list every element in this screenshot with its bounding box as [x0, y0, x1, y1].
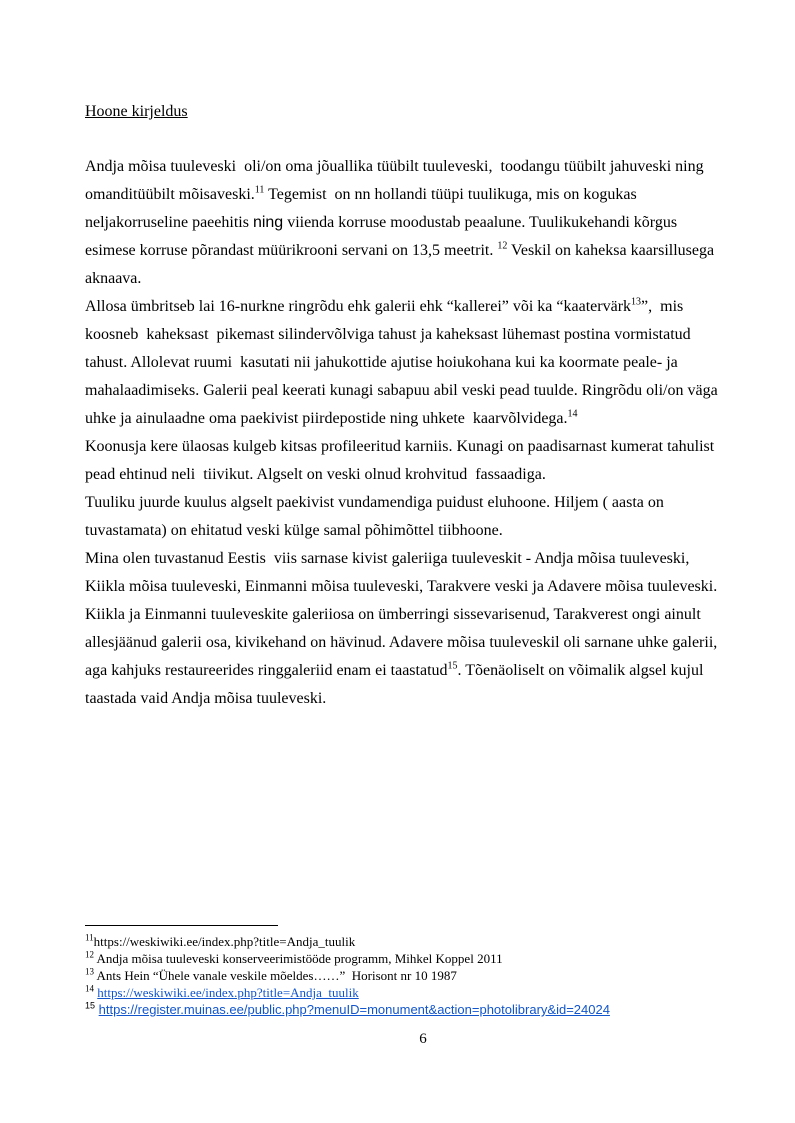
text-segment: neljakorruseline paeehitis [85, 214, 253, 231]
text-segment: Veskil on kaheksa kaarsillusega [507, 242, 715, 259]
text-segment: Mina olen tuvastanud Eestis viis sarnase kivist galeriiga tuuleveskit - Andja mõisa tuuleveski, [85, 550, 690, 567]
text-segment: tuvastamata) on ehitatud veski külge samal põhimõttel tiibhoone. [85, 522, 503, 539]
body-line [85, 377, 775, 405]
text-segment: ”, mis [641, 298, 684, 315]
text-segment: aknaava. [85, 270, 142, 287]
body-line [85, 209, 775, 237]
footnote-link[interactable]: https://register.muinas.ee/public.php?menuID=monument&action=photolibrary&id=24024 [98, 1002, 610, 1017]
footnote-ref: 15 [447, 660, 458, 672]
page-footer [85, 1031, 761, 1048]
text-segment: Ants Hein “Ühele vanale veskile mõeldes……” Horisont nr 10 1987 [94, 968, 457, 983]
footnote-ref: 13 [631, 296, 642, 308]
footnote-line [85, 1001, 775, 1018]
footnote-separator [85, 925, 278, 926]
footnote-line [85, 950, 775, 967]
page-number: 6 [419, 1031, 427, 1047]
text-segment: https://weskiwiki.ee/index.php?title=Andja_tuulik [93, 934, 356, 949]
footnote-link[interactable]: https://weskiwiki.ee/index.php?title=Andja_tuulik [97, 985, 359, 1000]
body-line [85, 181, 775, 209]
body-line [85, 629, 775, 657]
footnote-ref: 12 [497, 240, 508, 252]
text-segment: mahalaadimiseks. Galerii peal keerati kunagi sabapuu abil veski pead tuulde. Ringrõdu oli/on väga [85, 382, 718, 399]
body-line [85, 321, 775, 349]
body-line [85, 545, 775, 573]
body-line [85, 573, 775, 601]
footnote-ref: 14 [85, 983, 94, 994]
text-segment: Kiikla mõisa tuuleveski, Einmanni mõisa tuuleveski, Tarakvere veski ja Adavere mõisa tuuleveski. [85, 578, 718, 595]
footnotes [85, 933, 775, 1018]
body-line [85, 433, 775, 461]
text-segment: Tuuliku juurde kuulus algselt paekivist vundamendiga puidust eluhoone. Hiljem ( aasta on [85, 494, 664, 511]
text-segment: Allosa ümbritseb lai 16-nurkne ringrõdu ehk galerii ehk “kallerei” või ka “kaatervärk [85, 298, 632, 315]
text-segment: pead ehtinud neli tiivikut. Algselt on veski olnud krohvitud fassaadiga. [85, 466, 546, 483]
text-segment: Andja mõisa tuuleveski konserveerimistööde programm, Mihkel Koppel 2011 [94, 951, 503, 966]
body-line [85, 657, 775, 685]
body-line [85, 265, 775, 293]
text-segment: taastada vaid Andja mõisa tuuleveski. [85, 690, 327, 707]
body-line [85, 601, 775, 629]
text-segment: tahust. Allolevat ruumi kasutati nii jahukottide ajutise hoiukohana kui ka koormate peale- ja [85, 354, 678, 371]
text-segment: esimese korruse põrandast müürikrooni servani on 13,5 meetrit. [85, 242, 498, 259]
body-line [85, 293, 775, 321]
body-line [85, 461, 775, 489]
body-text [85, 153, 775, 713]
footnote-ref: 12 [85, 949, 94, 960]
text-segment: Kiikla ja Einmanni tuuleveskite galeriiosa on ümberringi sissevarisenud, Tarakverest ongi ainult [85, 606, 701, 623]
footnote-ref: 15 [85, 1000, 96, 1011]
text-segment: viienda korruse moodustab peaalune. Tuulikukehandi kõrgus [283, 214, 678, 231]
text-segment: Andja mõisa tuuleveski oli/on oma jõuallika tüübilt tuuleveski, toodangu tüübilt jahuveski ning [85, 158, 704, 175]
body-line [85, 153, 775, 181]
footnote-line [85, 984, 775, 1001]
section-heading: Hoone kirjeldus [85, 103, 188, 120]
body-line [85, 685, 775, 713]
body-line [85, 405, 775, 433]
text-segment: omanditüübilt mõisaveski. [85, 186, 255, 203]
footnote-line [85, 967, 775, 984]
text-segment: Tegemist on nn hollandi tüüpi tuulikuga, mis on kogukas [264, 186, 637, 203]
footnote-ref: 11 [85, 932, 94, 943]
text-segment: koosneb kaheksast pikemast silindervõlviga tahust ja kaheksast lühemast postina vormistatud [85, 326, 691, 343]
footnote-ref: 11 [254, 184, 265, 196]
footnote-ref: 14 [567, 408, 578, 420]
footnote-ref: 13 [85, 966, 94, 977]
text-segment: . Tõenäoliselt on võimalik algsel kujul [457, 662, 704, 679]
text-segment: ning [252, 214, 284, 231]
text-segment: Koonusja kere ülaosas kulgeb kitsas profileeritud karniis. Kunagi on paadisarnast kumerat tahulist [85, 438, 715, 455]
text-segment: allesjäänud galerii osa, kivikehand on hävinud. Adavere mõisa tuuleveskil oli sarnane uhke galerii, [85, 634, 718, 651]
text-segment: aga kahjuks restaureerides ringgaleriid enam ei taastatud [85, 662, 448, 679]
body-line [85, 517, 775, 545]
body-line [85, 237, 775, 265]
text-segment: uhke ja ainulaadne oma paekivist piirdepostide ning uhkete kaarvõlvidega. [85, 410, 568, 427]
footnote-line [85, 933, 775, 950]
body-line [85, 489, 775, 517]
body-line [85, 349, 775, 377]
